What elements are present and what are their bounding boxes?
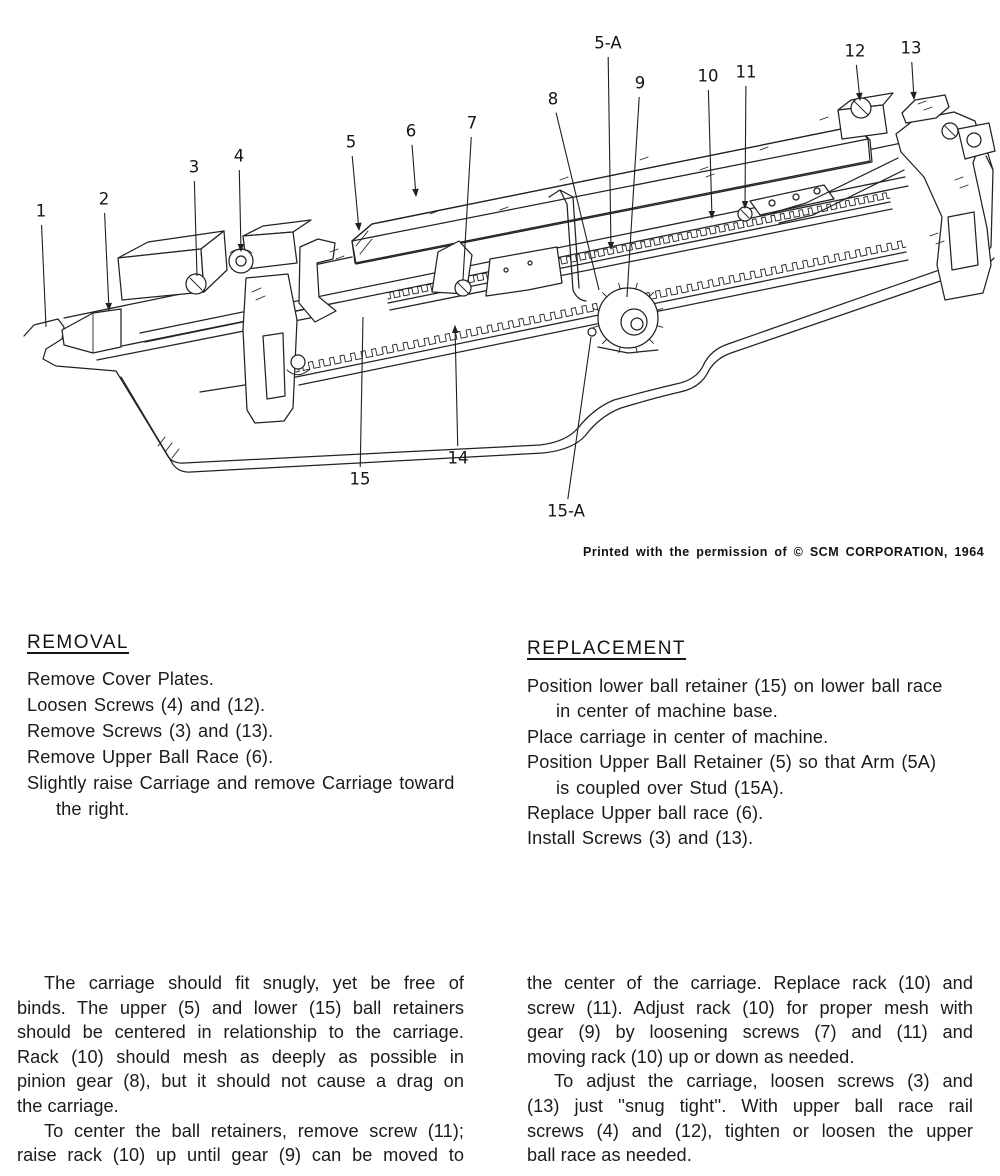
callout-label-12: 12 (844, 41, 866, 61)
callout-label-10: 10 (697, 66, 719, 86)
removal-section (27, 632, 492, 822)
body-line: should be centered in relationship to the carriage. (17, 1022, 464, 1043)
instruction-line: the right. (56, 799, 130, 819)
callout-leader-2 (105, 213, 109, 310)
instruction-line: Install Screws (3) and (13). (527, 828, 754, 849)
instruction-line: Position Upper Ball Retainer (5) so that Arm (5A) (527, 752, 937, 773)
instruction-line: Remove Cover Plates. (27, 669, 214, 689)
callout-leader-5 (352, 156, 359, 230)
callout-label-13: 13 (900, 38, 922, 58)
callout-leader-1 (42, 225, 46, 327)
body-line: ball race as needed. (527, 1145, 692, 1166)
callout-label-4: 4 (233, 146, 245, 166)
body-column-right (527, 971, 973, 1168)
instruction-line: Position lower ball retainer (15) on lower ball race (527, 676, 943, 696)
callout-leader-5-A (608, 57, 611, 249)
credit-line: Printed with the permission of © SCM CORPORATION, 1964 (583, 545, 985, 559)
instruction-line: Remove Upper Ball Race (6). (27, 747, 274, 767)
rail-bracket-12 (838, 93, 893, 139)
replacement-section (527, 638, 989, 852)
body-line: Rack (10) should mesh as deeply as possible in (17, 1046, 464, 1067)
body-line: To adjust the carriage, loosen screws (3) and (554, 1071, 973, 1092)
callout-label-14: 14 (447, 448, 469, 468)
replacement-heading: REPLACEMENT (527, 638, 687, 659)
callout-label-6: 6 (405, 121, 417, 141)
body-column-left (17, 971, 464, 1168)
callout-label-2: 2 (98, 189, 110, 209)
body-line: (13) just ''snug tight''. With upper ball race rail (527, 1095, 973, 1116)
callout-leader-11 (745, 86, 746, 208)
body-line: moving rack (10) up or down as needed. (527, 1046, 855, 1067)
instruction-line: Loosen Screws (4) and (12). (27, 695, 266, 715)
instruction-line: in center of machine base. (556, 701, 778, 722)
callout-leader-4 (239, 170, 241, 251)
replacement-list (527, 674, 989, 852)
body-line: raise rack (10) up until gear (9) can be moved to (17, 1145, 464, 1166)
callout-label-15-A: 15-A (547, 501, 585, 521)
callout-label-9: 9 (634, 73, 646, 93)
body-line: the carriage. (17, 1095, 119, 1116)
removal-heading: REMOVAL (27, 632, 130, 653)
callout-label-11: 11 (735, 62, 757, 82)
body-line: gear (9) by loosening screws (7) and (11) and (527, 1022, 973, 1043)
body-line: binds. The upper (5) and lower (15) ball retainers (17, 997, 464, 1018)
body-line: pinion gear (8), but it should not cause a drag on (17, 1071, 464, 1092)
body-line: the center of the carriage. Replace rack (10) and (527, 973, 973, 993)
callout-leader-15 (360, 317, 363, 467)
callout-label-5-A: 5-A (594, 33, 622, 53)
callout-label-1: 1 (35, 201, 47, 221)
callout-leader-6 (412, 145, 416, 196)
callout-label-5: 5 (345, 132, 357, 152)
body-line: screws (4) and (12), tighten or loosen the upper (527, 1120, 973, 1141)
instruction-line: Slightly raise Carriage and remove Carriage toward (27, 773, 455, 793)
callout-leader-10 (708, 90, 712, 218)
body-line: The carriage should fit snugly, yet be free of (44, 973, 464, 993)
callout-label-15: 15 (349, 469, 371, 489)
instruction-line: Remove Screws (3) and (13). (27, 721, 274, 741)
callout-label-7: 7 (466, 113, 478, 133)
body-line: To center the ball retainers, remove screw (11); (44, 1120, 464, 1141)
body-line: screw (11). Adjust rack (10) for proper mesh with (527, 997, 973, 1018)
center-pillar (243, 274, 297, 423)
callout-leader-13 (912, 62, 914, 99)
instruction-line: Replace Upper ball race (6). (527, 803, 764, 824)
removal-list (27, 666, 492, 822)
callout-label-8: 8 (547, 89, 559, 109)
instruction-line: is coupled over Stud (15A). (556, 777, 785, 798)
instruction-line: Place carriage in center of machine. (527, 726, 829, 747)
callout-label-3: 3 (188, 157, 200, 177)
callout-leader-12 (856, 65, 860, 100)
